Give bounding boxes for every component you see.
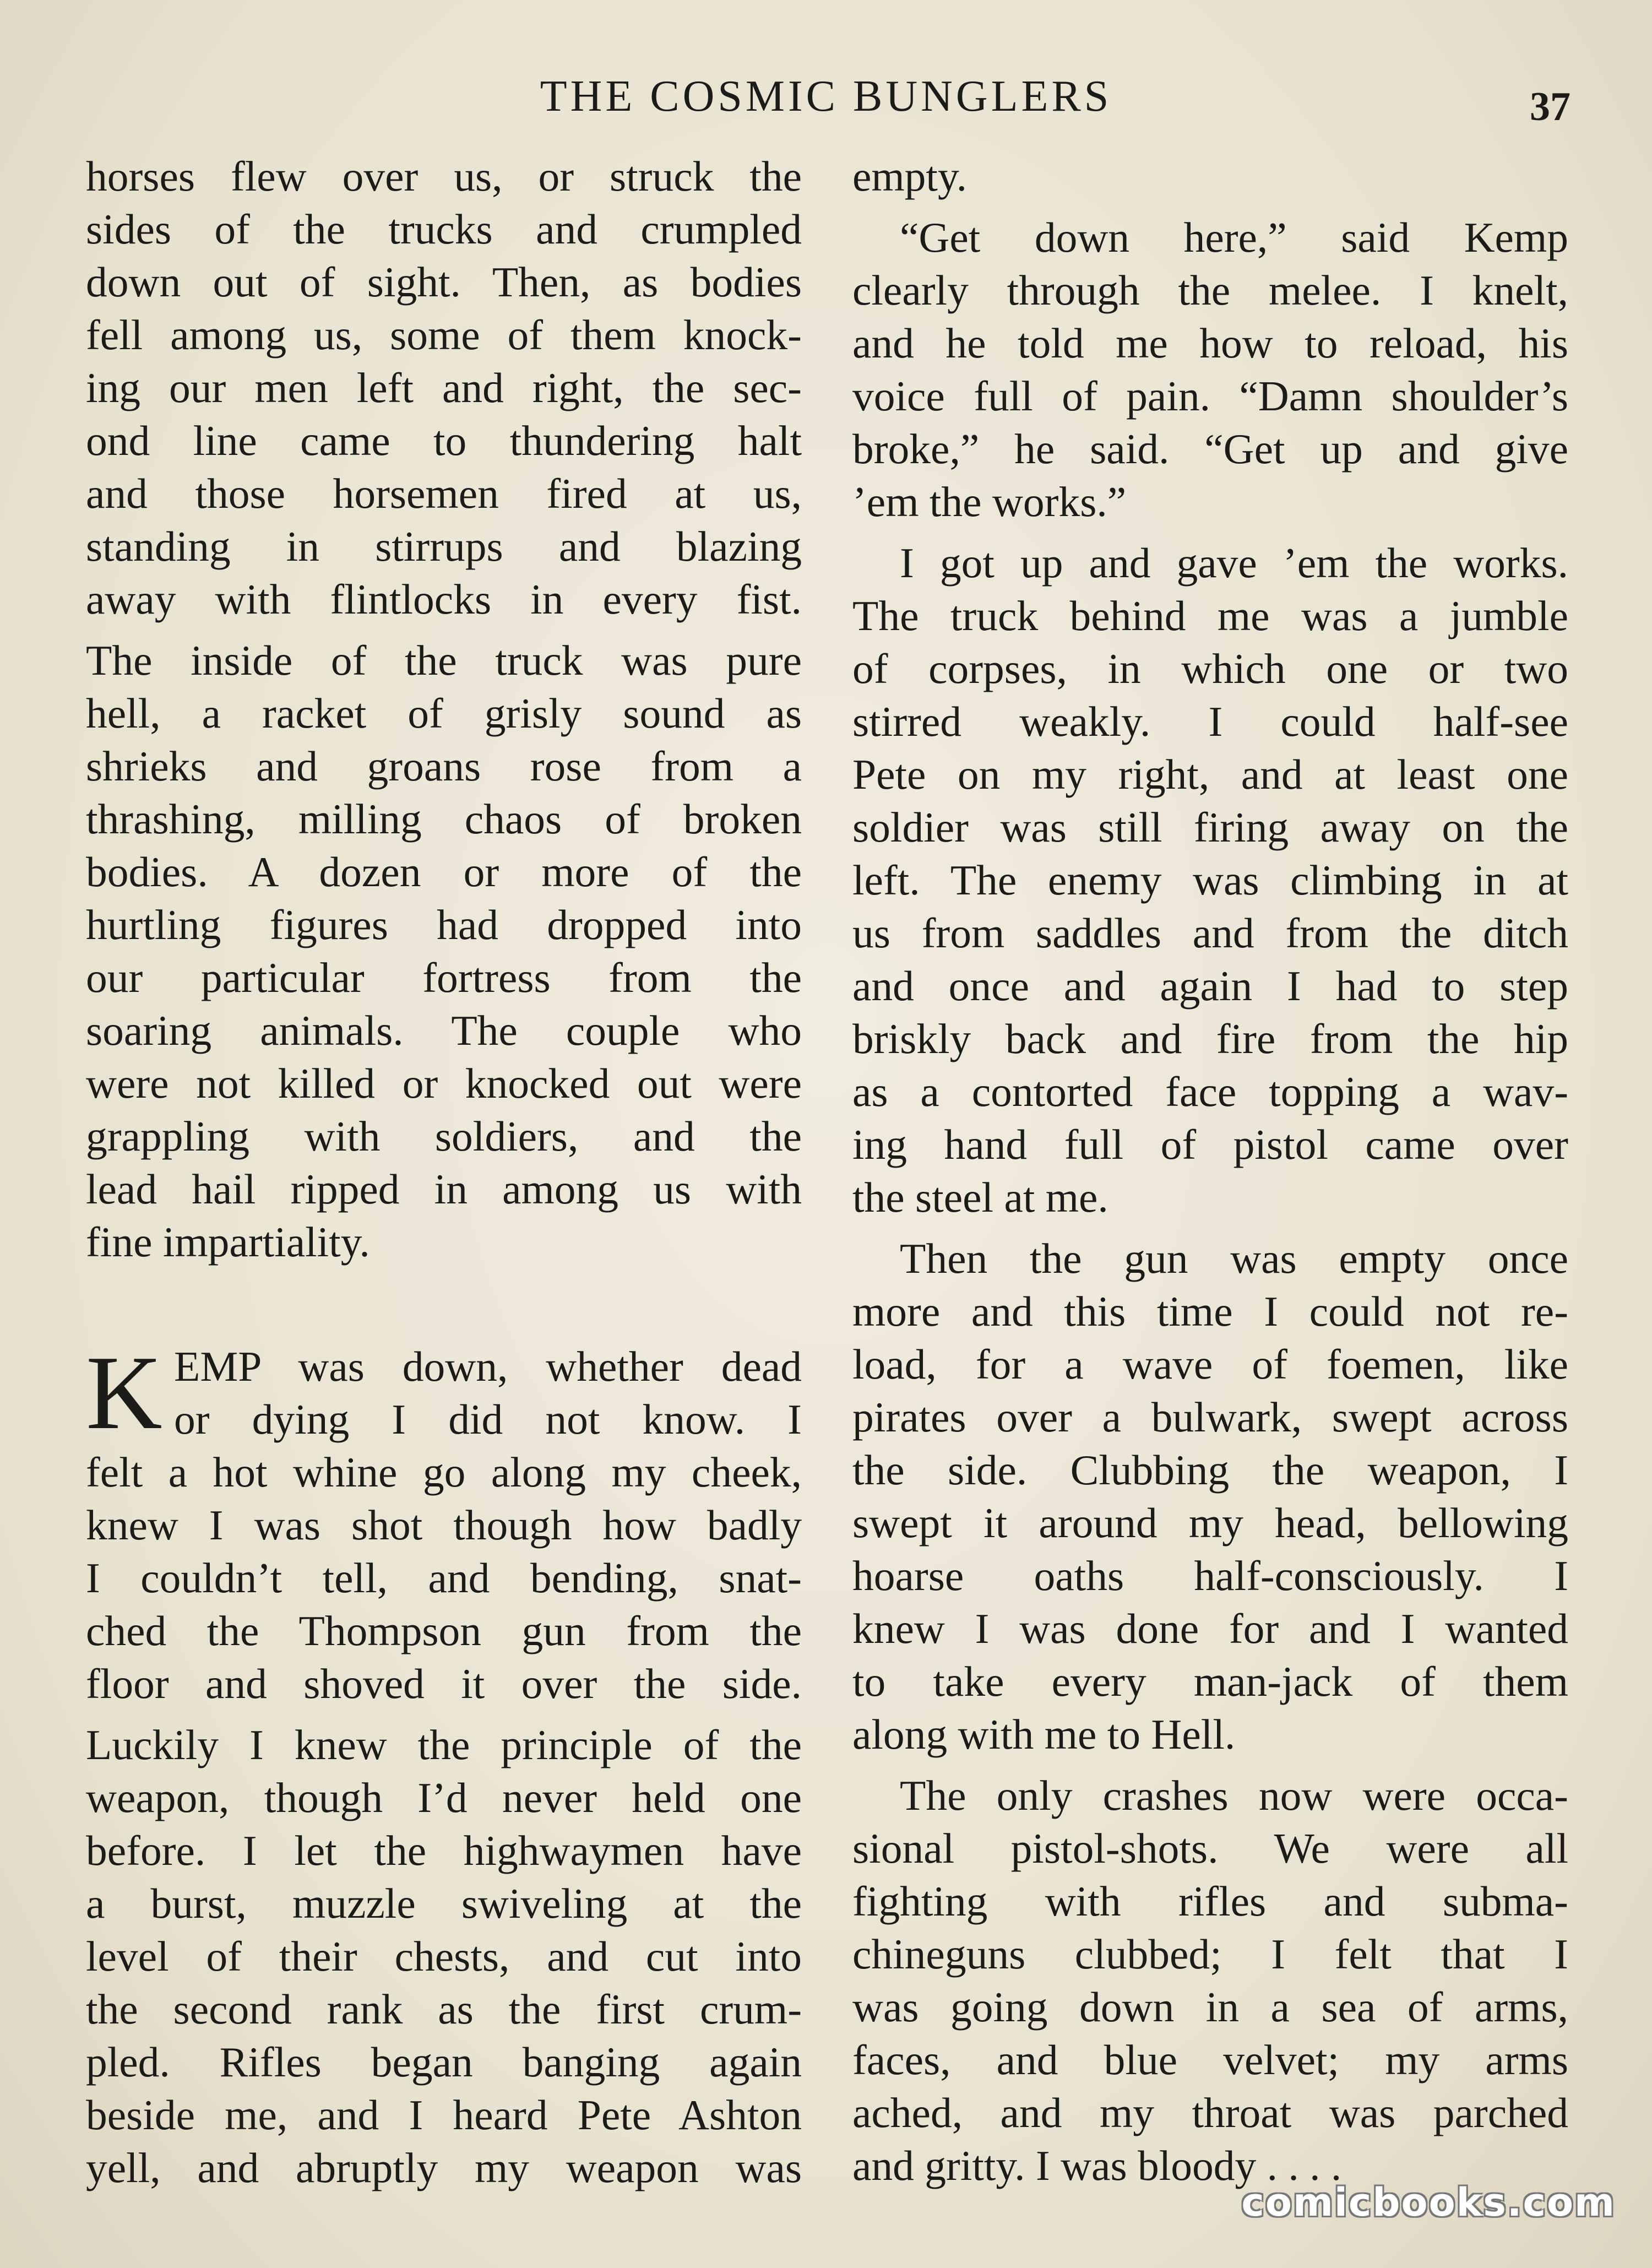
text-line: standing in stirrups and blazing [86, 523, 802, 570]
text-line: shrieks and groans rose from a [86, 742, 802, 790]
text-line: away with flintlocks in every fist. [86, 576, 802, 623]
text-line: as a contorted face topping a wav- [852, 1068, 1568, 1115]
text-line: and gritty. I was bloody . . . . [852, 2142, 1342, 2189]
text-line: bodies. A dozen or more of the [86, 848, 802, 896]
text-line: briskly back and fire from the hip [852, 1015, 1568, 1062]
text-line: soaring animals. The couple who [86, 1007, 802, 1054]
text-line: knew I was shot though how badly [86, 1501, 802, 1549]
text-line: The inside of the truck was pure [86, 637, 802, 684]
text-line: and once and again I had to step [852, 962, 1568, 1010]
paragraph [852, 1769, 1568, 2192]
paragraph-dropcap [86, 1334, 802, 1710]
drop-cap: K [86, 1334, 162, 1451]
text-line: swept it around my head, bellowing [852, 1499, 1568, 1547]
text-line: more and this time I could not re- [852, 1288, 1568, 1335]
text-line: to take every man-jack of them [852, 1658, 1568, 1705]
text-line: pled. Rifles began banging again [86, 2038, 802, 2086]
text-line: faces, and blue velvet; my arms [852, 2036, 1568, 2083]
text-line: along with me to Hell. [852, 1711, 1236, 1758]
text-line: were not killed or knocked out were [86, 1060, 802, 1107]
text-line: was going down in a sea of arms, [852, 1983, 1568, 2031]
left-text-column [86, 150, 802, 2202]
text-line: yell, and abruptly my weapon was [86, 2144, 802, 2191]
text-line: horses flew over us, or struck the [86, 153, 802, 200]
text-line: clearly through the melee. I knelt, [852, 267, 1568, 314]
text-line: weapon, though I’d never held one [86, 1774, 802, 1821]
text-line: ached, and my throat was parched [852, 2089, 1568, 2136]
text-line: before. I let the highwaymen have [86, 1827, 802, 1874]
text-line: I couldn’t tell, and bending, snat- [86, 1554, 802, 1602]
text-line: or dying I did not know. I [174, 1396, 802, 1443]
paragraph [852, 150, 1568, 203]
paragraph [852, 536, 1568, 1224]
text-line: stirred weakly. I could half-see [852, 698, 1568, 745]
text-line: and those horsemen fired at us, [86, 470, 802, 517]
text-line: EMP was down, whether dead [174, 1343, 802, 1390]
text-line: fine impartiality. [86, 1218, 370, 1266]
text-line: the steel at me. [852, 1174, 1108, 1221]
text-line: hoarse oaths half-consciously. I [852, 1552, 1568, 1599]
text-line: down out of sight. Then, as bodies [86, 258, 802, 306]
text-line: sional pistol-shots. We were all [852, 1825, 1568, 1872]
text-line: Then the gun was empty once [900, 1235, 1568, 1282]
page-number: 37 [1530, 84, 1571, 129]
text-line: level of their chests, and cut into [86, 1933, 802, 1980]
text-line: a burst, muzzle swiveling at the [86, 1880, 802, 1927]
text-line: the side. Clubbing the weapon, I [852, 1446, 1568, 1494]
text-line: ing our men left and right, the sec- [86, 364, 802, 411]
paragraph [852, 1232, 1568, 1761]
text-line: ched the Thompson gun from the [86, 1607, 802, 1654]
text-line: knew I was done for and I wanted [852, 1605, 1568, 1652]
text-line: I got up and gave ’em the works. [900, 539, 1568, 587]
text-line: left. The enemy was climbing in at [852, 856, 1568, 904]
text-line: load, for a wave of foemen, like [852, 1341, 1568, 1388]
text-line: Pete on my right, and at least one [852, 751, 1568, 798]
text-line: “Get down here,” said Kemp [900, 214, 1568, 261]
right-text-column [852, 150, 1568, 2200]
text-line: chineguns clubbed; I felt that I [852, 1930, 1568, 1978]
text-line: fighting with rifles and subma- [852, 1878, 1568, 1925]
text-line: empty. [852, 153, 968, 200]
text-line: us from saddles and from the ditch [852, 909, 1568, 957]
text-line: thrashing, milling chaos of broken [86, 795, 802, 843]
text-line: of corpses, in which one or two [852, 645, 1568, 692]
text-line: hell, a racket of grisly sound as [86, 690, 802, 737]
text-line: soldier was still firing away on the [852, 804, 1568, 851]
text-line: lead hail ripped in among us with [86, 1165, 802, 1213]
text-line: floor and shoved it over the side. [86, 1660, 802, 1707]
paragraph [86, 150, 802, 626]
text-line: broke,” he said. “Get up and give [852, 425, 1568, 473]
text-line: hurtling figures had dropped into [86, 901, 802, 948]
text-line: ing hand full of pistol came over [852, 1121, 1568, 1168]
paragraph [852, 211, 1568, 528]
text-line: and he told me how to reload, his [852, 319, 1568, 367]
text-line: ’em the works.” [852, 478, 1127, 525]
paragraph [86, 634, 802, 1268]
running-title: THE COSMIC BUNGLERS [540, 72, 1112, 121]
text-line: ond line came to thundering halt [86, 417, 802, 464]
text-line: voice full of pain. “Damn shoulder’s [852, 372, 1568, 420]
text-line: our particular fortress from the [86, 954, 802, 1001]
text-line: fell among us, some of them knock- [86, 311, 802, 359]
text-line: sides of the trucks and crumpled [86, 205, 802, 253]
text-line: the second rank as the first crum- [86, 1985, 802, 2033]
text-line: The only crashes now were occa- [900, 1772, 1568, 1819]
section-break [86, 1277, 802, 1340]
text-line: The truck behind me was a jumble [852, 592, 1568, 639]
paragraph [86, 1718, 802, 2194]
site-watermark: comicbooks.com [1241, 2180, 1616, 2225]
text-line: beside me, and I heard Pete Ashton [86, 2091, 802, 2139]
text-line: felt a hot whine go along my cheek, [86, 1448, 802, 1496]
text-line: grappling with soldiers, and the [86, 1113, 802, 1160]
text-line: pirates over a bulwark, swept across [852, 1393, 1568, 1441]
text-line: Luckily I knew the principle of the [86, 1721, 802, 1768]
